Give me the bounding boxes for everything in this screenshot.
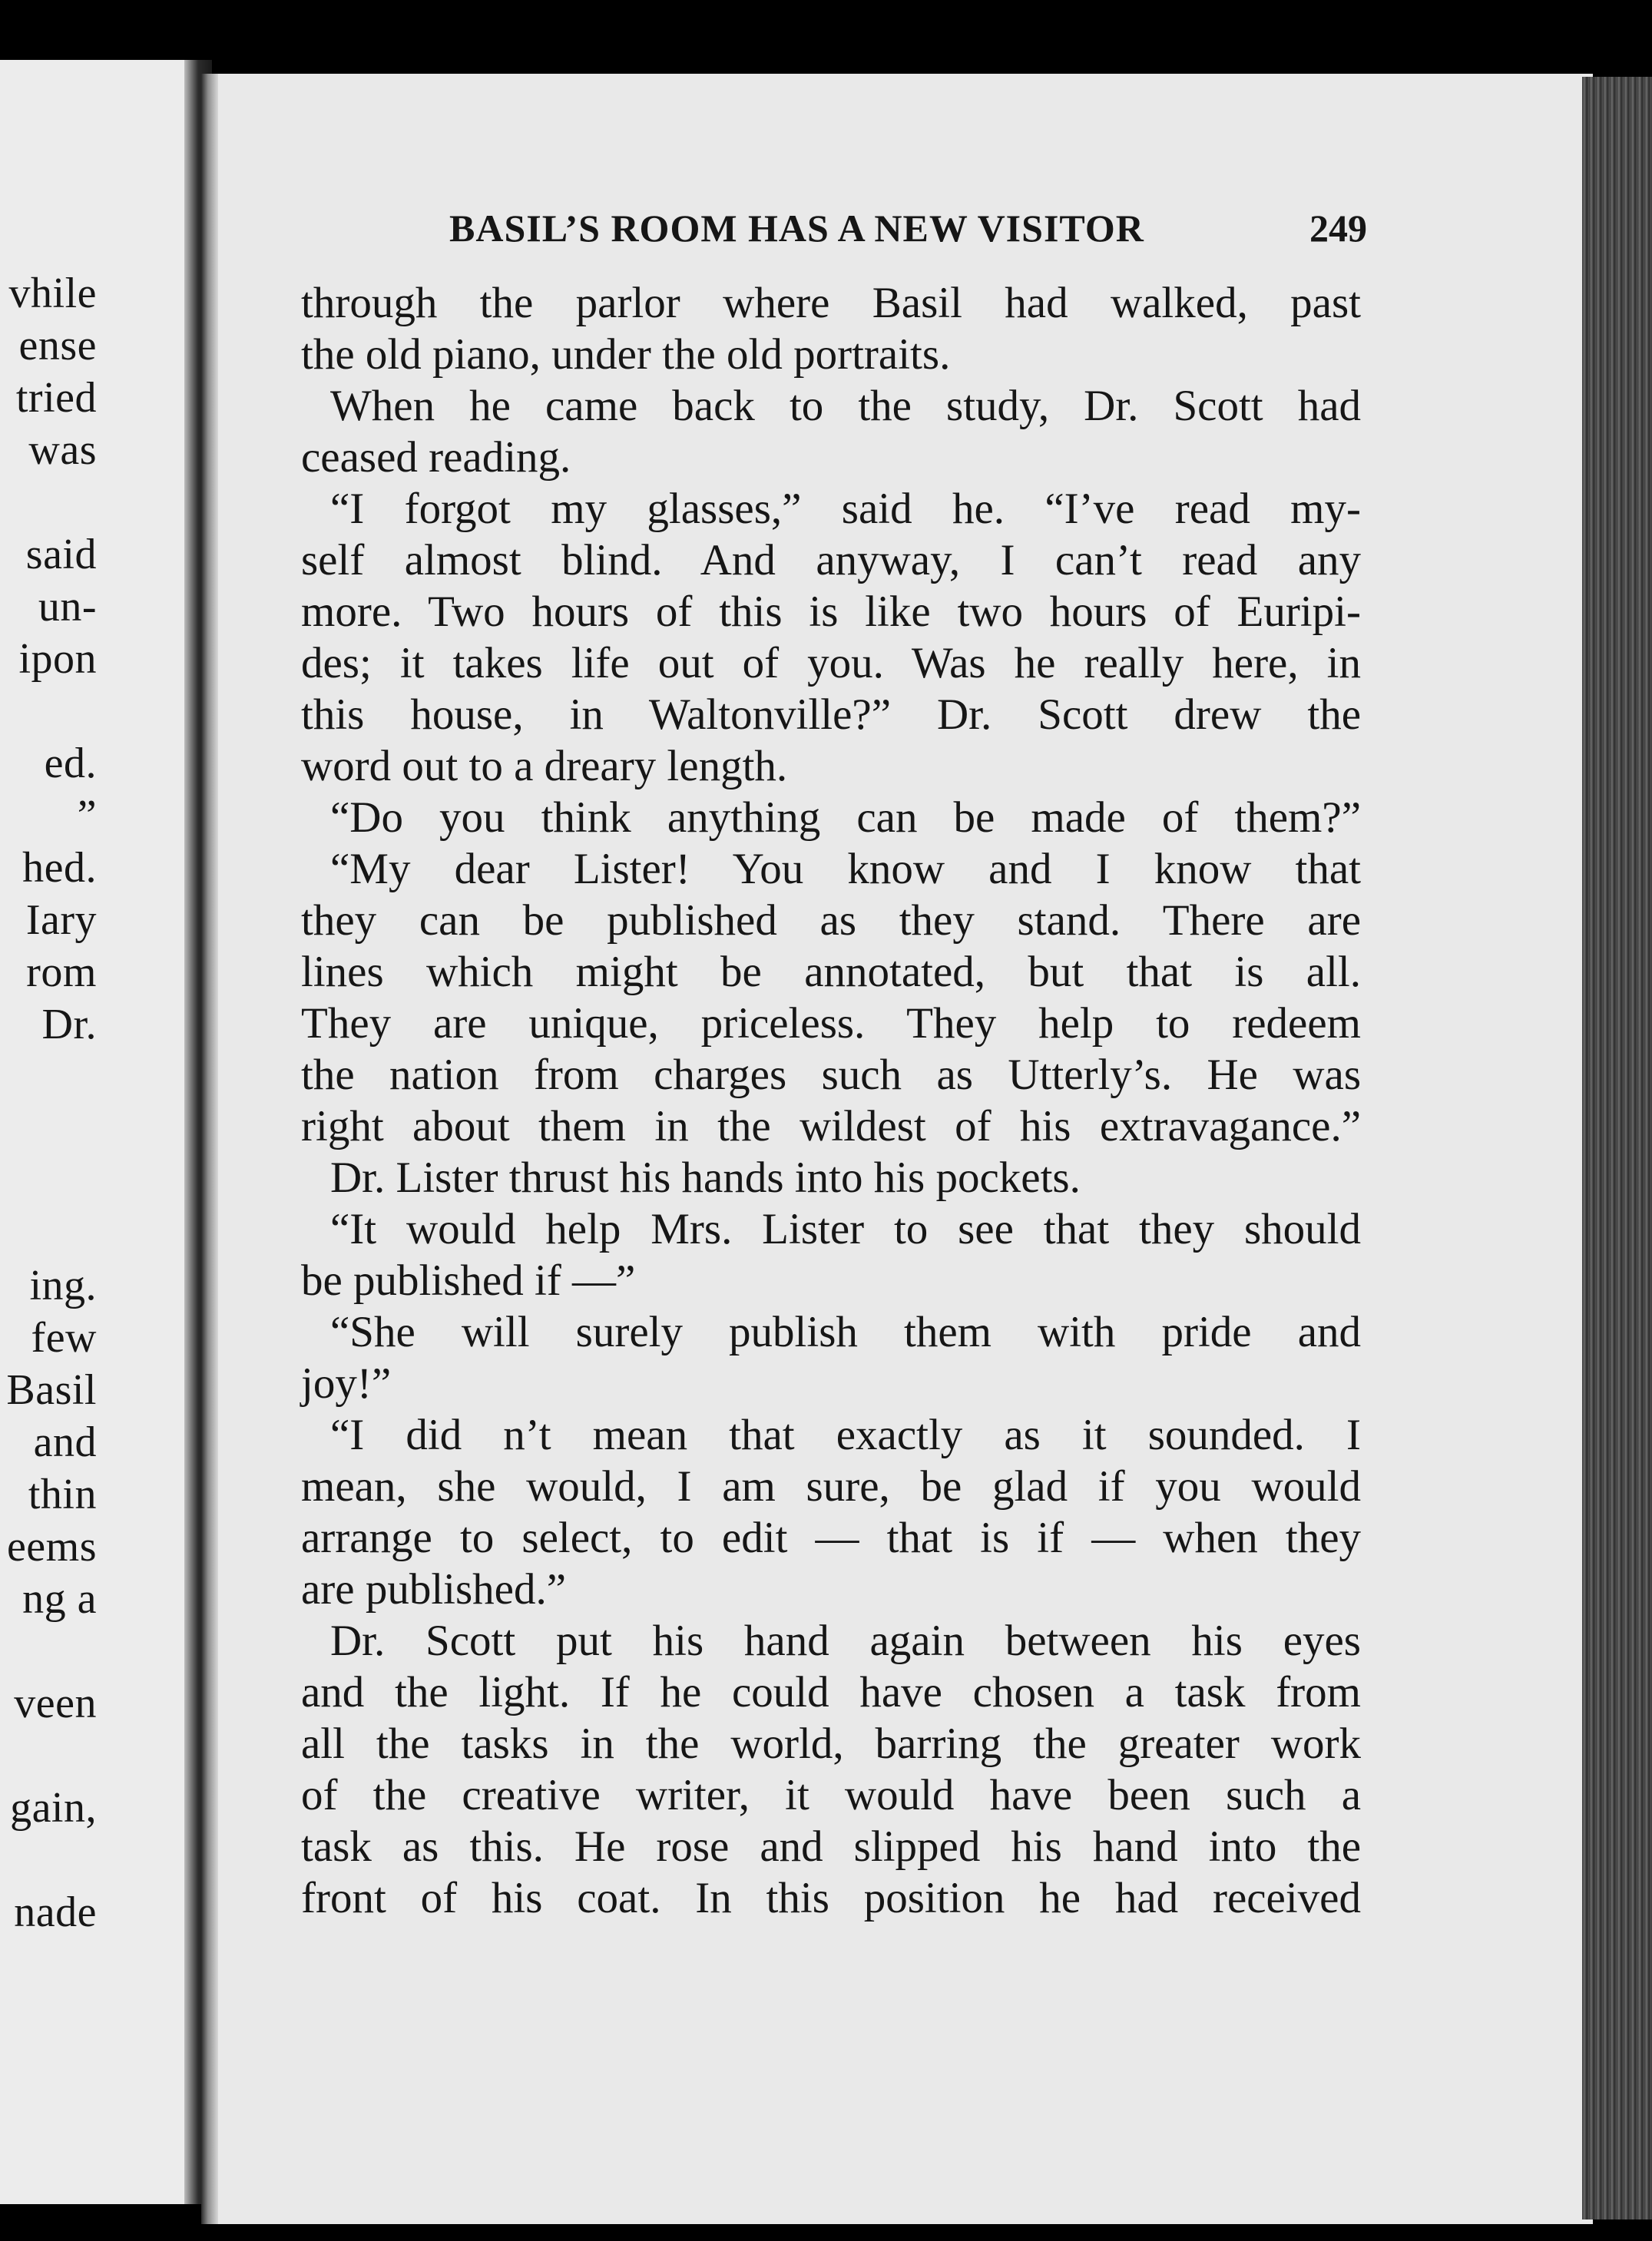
text-line: task as this. He rose and slipped his hand into the xyxy=(301,1822,1361,1871)
left-fragment: ense xyxy=(18,322,97,369)
text-line: “She will surely publish them with pride and xyxy=(330,1308,1361,1356)
text-line: “Do you think anything can be made of them?” xyxy=(330,793,1361,842)
page-stack-edge xyxy=(1582,77,1652,2219)
left-fragment: and xyxy=(33,1418,97,1466)
text-line: joy!” xyxy=(301,1359,392,1408)
left-fragment: thin xyxy=(28,1471,97,1518)
text-line: the nation from charges such as Utterly’s. He was xyxy=(301,1051,1361,1099)
text-line: des; it takes life out of you. Was he really here, in xyxy=(301,639,1361,687)
left-fragment: ed. xyxy=(44,740,97,787)
left-fragment: tried xyxy=(15,374,97,422)
left-fragment: veen xyxy=(14,1680,97,1727)
text-line: are published.” xyxy=(301,1565,567,1614)
left-fragment: Iary xyxy=(25,896,97,944)
text-line: arrange to select, to edit — that is if — when they xyxy=(301,1514,1361,1562)
left-fragment: vhile xyxy=(8,270,97,317)
text-line: Dr. Lister thrust his hands into his pockets. xyxy=(330,1154,1081,1202)
text-line: and the light. If he could have chosen a task from xyxy=(301,1668,1361,1716)
left-fragment: ng a xyxy=(22,1575,97,1623)
left-fragment: said xyxy=(25,531,97,578)
text-line: self almost blind. And anyway, I can’t read any xyxy=(301,536,1361,584)
text-line: lines which might be annotated, but that is all. xyxy=(301,948,1361,996)
text-line: “I did n’t mean that exactly as it sounded. I xyxy=(330,1411,1361,1459)
text-line: When he came back to the study, Dr. Scott had xyxy=(330,382,1361,430)
text-line: “My dear Lister! You know and I know that xyxy=(330,845,1361,893)
text-line: “It would help Mrs. Lister to see that they should xyxy=(330,1205,1361,1253)
text-line: more. Two hours of this is like two hours of Euripi- xyxy=(301,588,1361,636)
running-head: BASIL’S ROOM HAS A NEW VISITOR xyxy=(449,207,1144,250)
text-line: Dr. Scott put his hand again between his eyes xyxy=(330,1617,1361,1665)
text-line: be published if —” xyxy=(301,1256,636,1305)
left-fragment: un- xyxy=(38,583,97,631)
text-line: they can be published as they stand. There are xyxy=(301,896,1361,945)
left-fragment: rom xyxy=(26,948,97,996)
left-fragment: nade xyxy=(14,1888,97,1936)
left-fragment: eems xyxy=(6,1523,97,1571)
left-fragment: was xyxy=(28,426,97,474)
text-line: right about them in the wildest of his extravagance.” xyxy=(301,1102,1361,1150)
text-line: word out to a dreary length. xyxy=(301,742,788,790)
left-fragment: Basil xyxy=(6,1366,97,1414)
left-fragment: gain, xyxy=(10,1784,97,1832)
text-line: this house, in Waltonville?” Dr. Scott drew the xyxy=(301,690,1361,739)
text-line: ceased reading. xyxy=(301,433,571,482)
left-fragment: ing. xyxy=(29,1262,97,1309)
text-line: mean, she would, I am sure, be glad if you would xyxy=(301,1462,1361,1511)
page-number: 249 xyxy=(1309,207,1367,250)
text-line: of the creative writer, it would have been such a xyxy=(301,1771,1361,1819)
page-header xyxy=(449,206,1367,260)
text-line: through the parlor where Basil had walked, past xyxy=(301,279,1361,327)
left-fragment: hed. xyxy=(22,844,97,892)
text-line: “I forgot my glasses,” said he. “I’ve read my- xyxy=(330,485,1361,533)
text-line: all the tasks in the world, barring the greater work xyxy=(301,1720,1361,1768)
page-fold-shadow xyxy=(201,74,218,2224)
text-line: the old piano, under the old portraits. xyxy=(301,330,951,379)
left-fragment: ” xyxy=(77,792,97,839)
left-fragment: Dr. xyxy=(41,1001,97,1048)
left-fragment: few xyxy=(31,1314,97,1362)
text-line: They are unique, priceless. They help to redeem xyxy=(301,999,1361,1048)
text-line: front of his coat. In this position he had received xyxy=(301,1874,1361,1922)
previous-page xyxy=(0,60,190,2204)
left-fragment: ipon xyxy=(18,635,97,683)
previous-page-text xyxy=(0,60,190,2204)
